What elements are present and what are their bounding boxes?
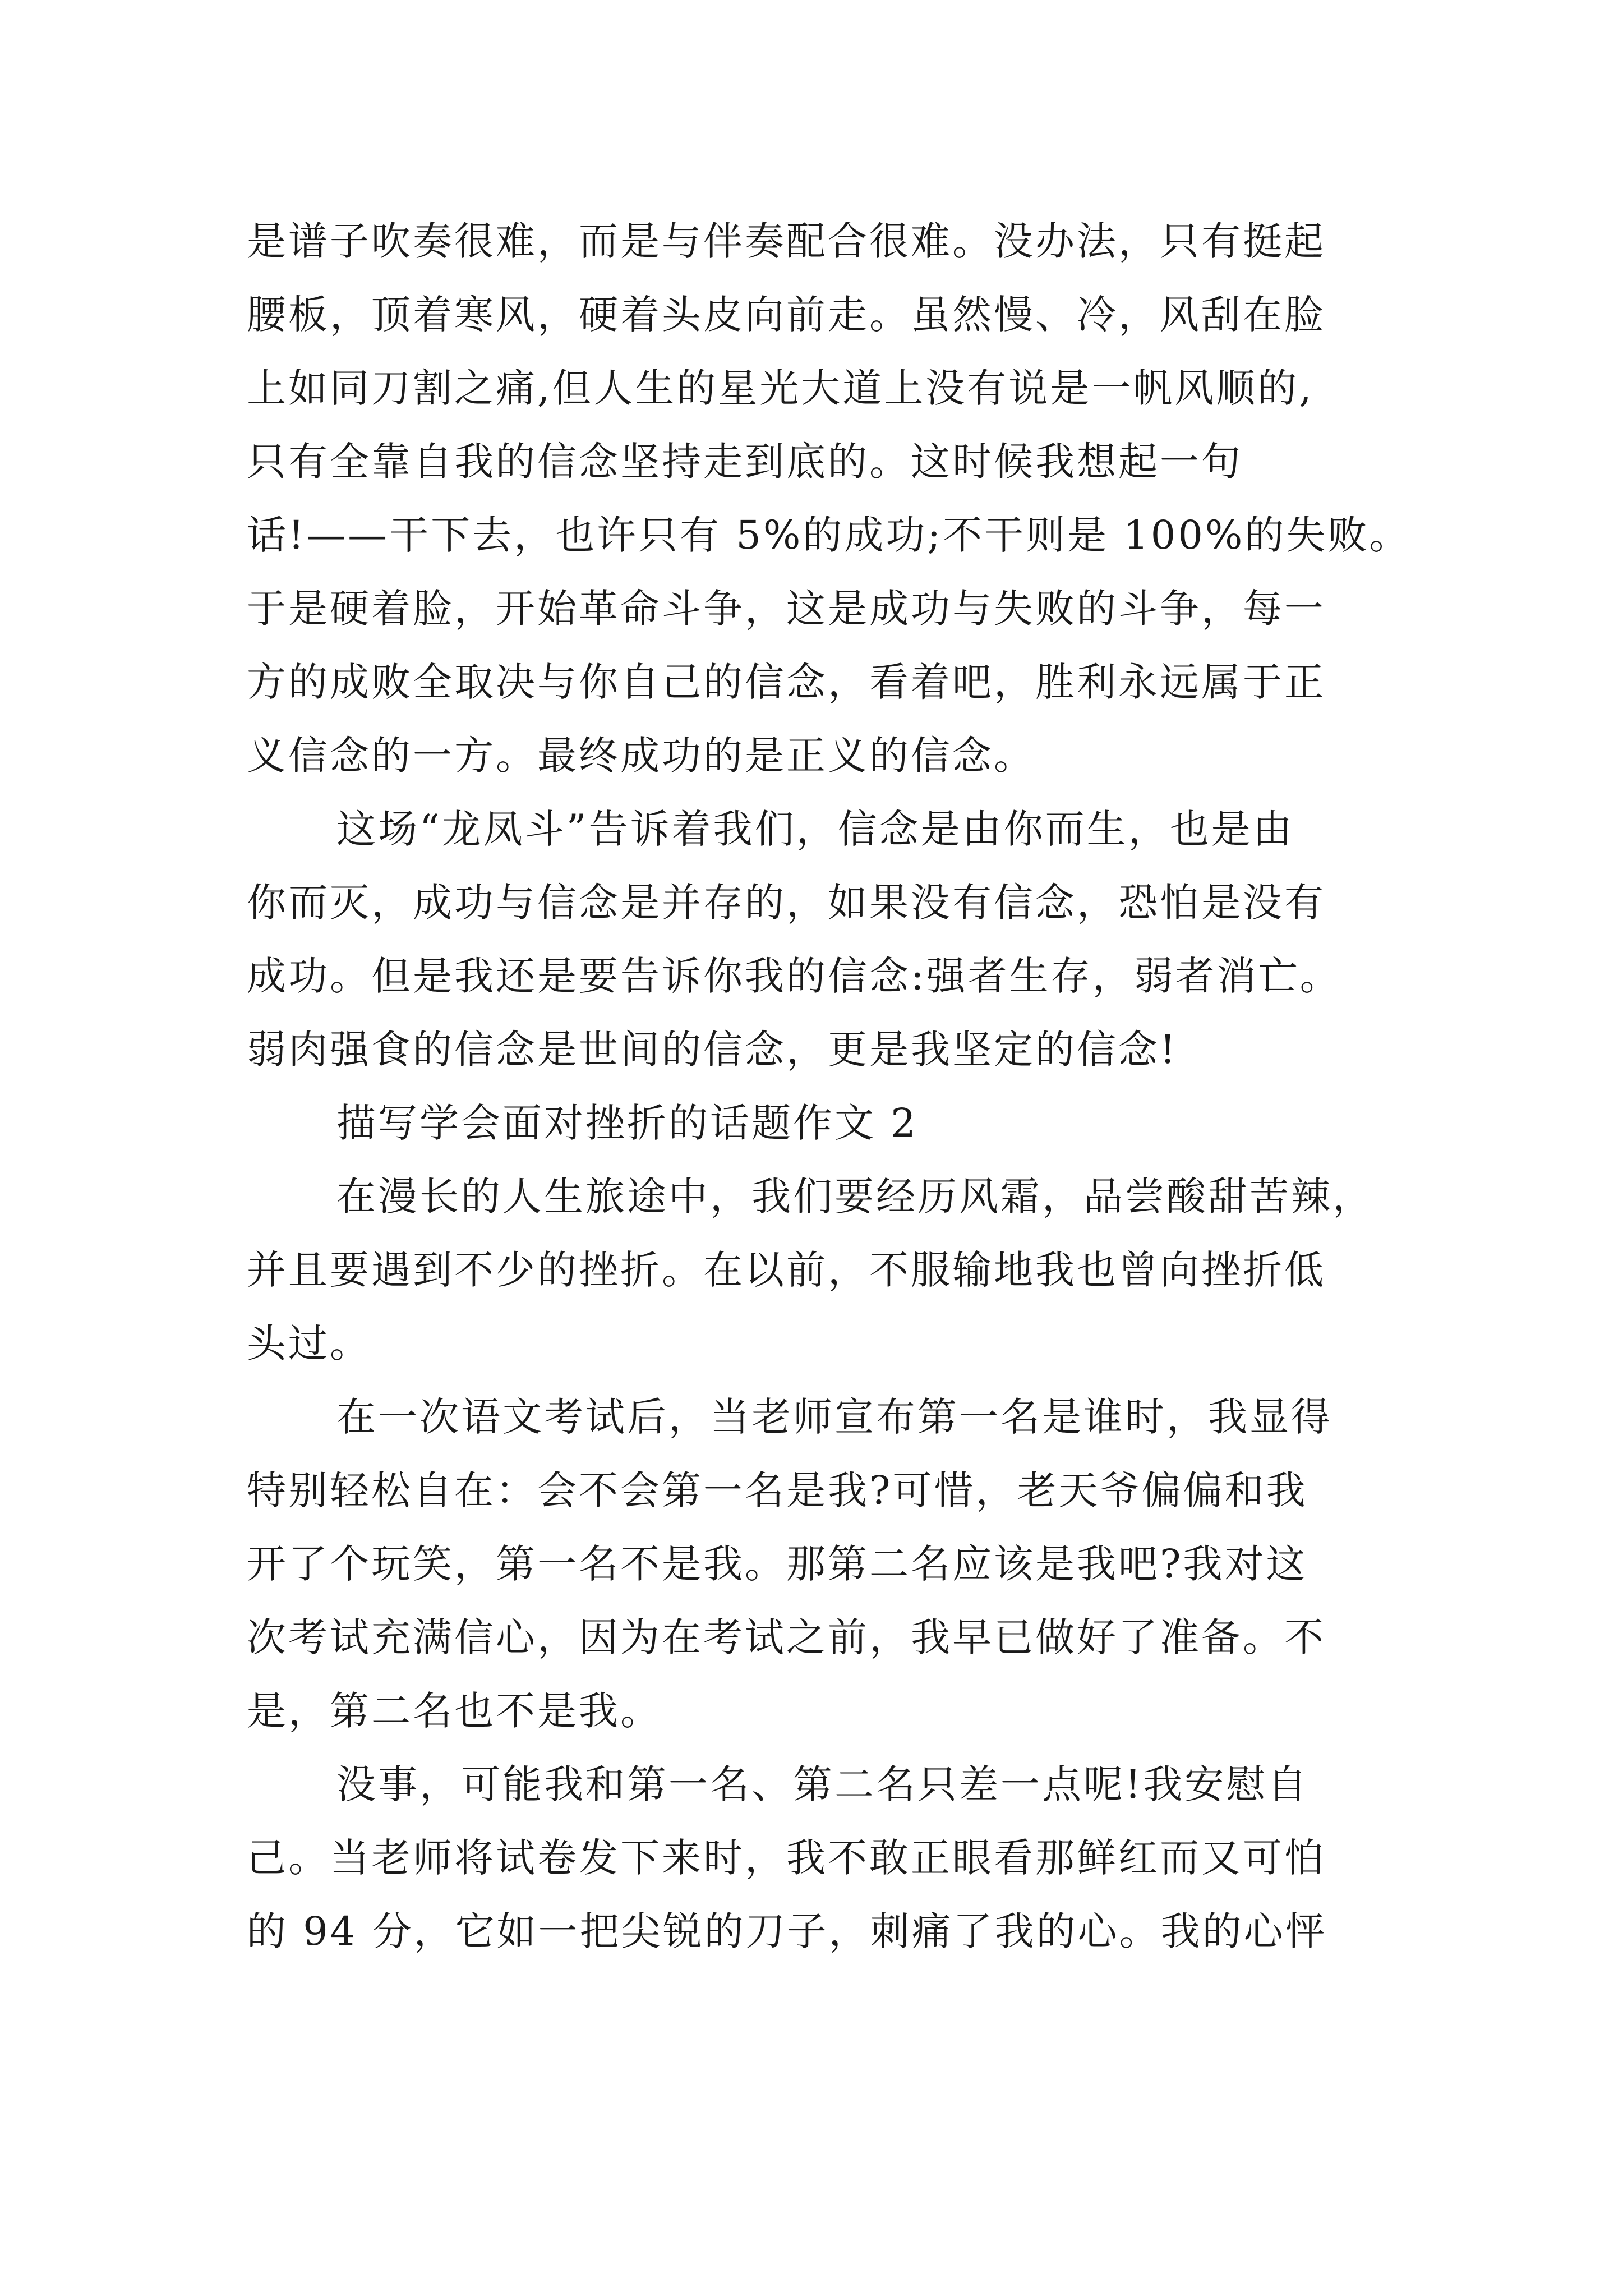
- text-line: 次考试充满信心，因为在考试之前，我早已做好了准备。不: [247, 1614, 1326, 1660]
- paragraph-first-line: 没事，可能我和第一名、第二名只差一点呢!我安慰自: [336, 1761, 1310, 1807]
- text-line: 的 94 分，它如一把尖锐的刀子，刺痛了我的心。我的心怦: [247, 1908, 1327, 1954]
- text-line: 腰板，顶着寒风，硬着头皮向前走。虽然慢、冷，风刮在脸: [247, 292, 1326, 338]
- text-line: 话!——干下去，也许只有 5%的成功;不干则是 100%的失败。: [247, 512, 1411, 558]
- text-line: 成功。但是我还是要告诉你我的信念:强者生存，弱者消亡。: [247, 953, 1341, 999]
- paragraph-first-line: 在漫长的人生旅途中，我们要经历风霜，品尝酸甜苦辣，: [336, 1174, 1374, 1220]
- text-line: 弱肉强食的信念是世间的信念，更是我坚定的信念!: [247, 1027, 1178, 1073]
- text-line: 头过。: [247, 1320, 371, 1366]
- text-line: 是谱子吹奏很难，而是与伴奏配合很难。没办法，只有挺起: [247, 218, 1326, 264]
- text-line: 你而灭，成功与信念是并存的，如果没有信念，恐怕是没有: [247, 880, 1326, 926]
- text-line: 方的成败全取决与你自己的信念，看着吧，胜利永远属于正: [247, 659, 1326, 705]
- text-line: 是，第二名也不是我。: [247, 1688, 662, 1734]
- text-line: 于是硬着脸，开始革命斗争，这是成功与失败的斗争，每一: [247, 586, 1326, 632]
- text-line: 并且要遇到不少的挫折。在以前，不服输地我也曾向挫折低: [247, 1247, 1326, 1293]
- paragraph-first-line: 这场“龙凤斗”告诉着我们，信念是由你而生，也是由: [336, 806, 1294, 852]
- text-line: 开了个玩笑，第一名不是我。那第二名应该是我吧?我对这: [247, 1541, 1308, 1587]
- text-line: 只有全靠自我的信念坚持走到底的。这时候我想起一句: [247, 439, 1243, 485]
- paragraph-first-line: 在一次语文考试后，当老师宣布第一名是谁时，我显得: [336, 1394, 1332, 1440]
- text-line: 上如同刀割之痛,但人生的星光大道上没有说是一帆风顺的,: [247, 365, 1314, 411]
- section-heading: 描写学会面对挫折的话题作文 2: [336, 1100, 918, 1146]
- text-line: 己。当老师将试卷发下来时，我不敢正眼看那鲜红而又可怕: [247, 1835, 1326, 1881]
- text-line: 特别轻松自在：会不会第一名是我?可惜，老天爷偏偏和我: [247, 1467, 1308, 1513]
- text-line: 义信念的一方。最终成功的是正义的信念。: [247, 733, 1035, 779]
